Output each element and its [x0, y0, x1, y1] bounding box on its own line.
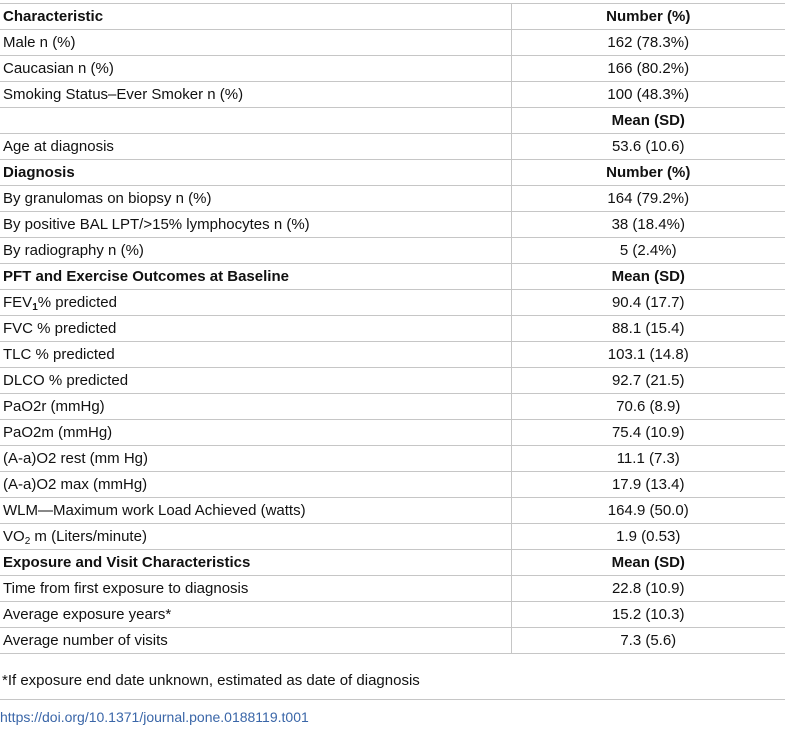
row-value: 75.4 (10.9)	[511, 420, 785, 446]
row-value: 164.9 (50.0)	[511, 498, 785, 524]
row-label	[0, 524, 511, 550]
row-value: 22.8 (10.9)	[511, 576, 785, 602]
row-label: Average exposure years*	[0, 602, 511, 628]
row-label: PaO2r (mmHg)	[0, 394, 511, 420]
row-label: Age at diagnosis	[0, 134, 511, 160]
label-part: m (Liters/minute)	[30, 528, 147, 545]
row-label: WLM—Maximum work Load Achieved (watts)	[0, 498, 511, 524]
row-value: 1.9 (0.53)	[511, 524, 785, 550]
table-row	[0, 82, 785, 108]
section-title: PFT and Exercise Outcomes at Baseline	[0, 264, 511, 290]
table-row	[0, 602, 785, 628]
column-header-characteristic: Characteristic	[0, 4, 511, 30]
row-value: 162 (78.3%)	[511, 30, 785, 56]
table-row	[0, 212, 785, 238]
section-value-header: Mean (SD)	[511, 550, 785, 576]
table-footnote: *If exposure end date unknown, estimated as date of diagnosis	[2, 672, 420, 689]
row-value: 7.3 (5.6)	[511, 628, 785, 654]
row-label: Average number of visits	[0, 628, 511, 654]
table-row	[0, 238, 785, 264]
label-part: FEV	[3, 294, 33, 311]
table-row	[0, 316, 785, 342]
row-label: Caucasian n (%)	[0, 56, 511, 82]
row-value: 5 (2.4%)	[511, 238, 785, 264]
row-label	[0, 290, 511, 316]
section-value-header: Number (%)	[511, 160, 785, 186]
row-label: By radiography n (%)	[0, 238, 511, 264]
label-subscript: 1	[32, 302, 38, 313]
row-value: 103.1 (14.8)	[511, 342, 785, 368]
row-value: 70.6 (8.9)	[511, 394, 785, 420]
table-header-row	[0, 4, 785, 30]
label-part: % predicted	[37, 294, 117, 311]
row-label: Smoking Status–Ever Smoker n (%)	[0, 82, 511, 108]
row-value: 100 (48.3%)	[511, 82, 785, 108]
section-title: Exposure and Visit Characteristics	[0, 550, 511, 576]
row-label: FVC % predicted	[0, 316, 511, 342]
label-subscript: 2	[24, 536, 31, 547]
row-label: Time from first exposure to diagnosis	[0, 576, 511, 602]
table-row	[0, 576, 785, 602]
row-value: 17.9 (13.4)	[511, 472, 785, 498]
table-row	[0, 342, 785, 368]
section-title: Diagnosis	[0, 160, 511, 186]
row-value: 11.1 (7.3)	[511, 446, 785, 472]
section-value-header: Mean (SD)	[511, 264, 785, 290]
label-part: VO	[3, 528, 25, 545]
table-row	[0, 56, 785, 82]
row-value: 90.4 (17.7)	[511, 290, 785, 316]
row-label	[0, 108, 511, 134]
table-row	[0, 368, 785, 394]
characteristics-table	[0, 3, 785, 654]
table-row	[0, 498, 785, 524]
row-value: 88.1 (15.4)	[511, 316, 785, 342]
table-row	[0, 446, 785, 472]
column-header-number: Number (%)	[511, 4, 785, 30]
row-value: 15.2 (10.3)	[511, 602, 785, 628]
subheader-mean-sd: Mean (SD)	[511, 108, 785, 134]
row-label: (A-a)O2 max (mmHg)	[0, 472, 511, 498]
table-row	[0, 394, 785, 420]
row-label: (A-a)O2 rest (mm Hg)	[0, 446, 511, 472]
row-value: 53.6 (10.6)	[511, 134, 785, 160]
row-value: 92.7 (21.5)	[511, 368, 785, 394]
row-value: 164 (79.2%)	[511, 186, 785, 212]
section-header-diagnosis	[0, 160, 785, 186]
row-label: By granulomas on biopsy n (%)	[0, 186, 511, 212]
table-row	[0, 134, 785, 160]
row-label: PaO2m (mmHg)	[0, 420, 511, 446]
table-row-subheader	[0, 108, 785, 134]
row-value: 38 (18.4%)	[511, 212, 785, 238]
table-row	[0, 628, 785, 654]
row-label: Male n (%)	[0, 30, 511, 56]
table-row	[0, 524, 785, 550]
table-row	[0, 290, 785, 316]
section-header-exposure	[0, 550, 785, 576]
row-value: 166 (80.2%)	[511, 56, 785, 82]
table-row	[0, 30, 785, 56]
row-label: TLC % predicted	[0, 342, 511, 368]
row-label: DLCO % predicted	[0, 368, 511, 394]
section-header-pft	[0, 264, 785, 290]
table-row	[0, 186, 785, 212]
row-label: By positive BAL LPT/>15% lymphocytes n (%)	[0, 212, 511, 238]
doi-link[interactable]: https://doi.org/10.1371/journal.pone.0188119.t001	[0, 709, 309, 725]
divider	[0, 699, 785, 700]
table-row	[0, 420, 785, 446]
table-row	[0, 472, 785, 498]
